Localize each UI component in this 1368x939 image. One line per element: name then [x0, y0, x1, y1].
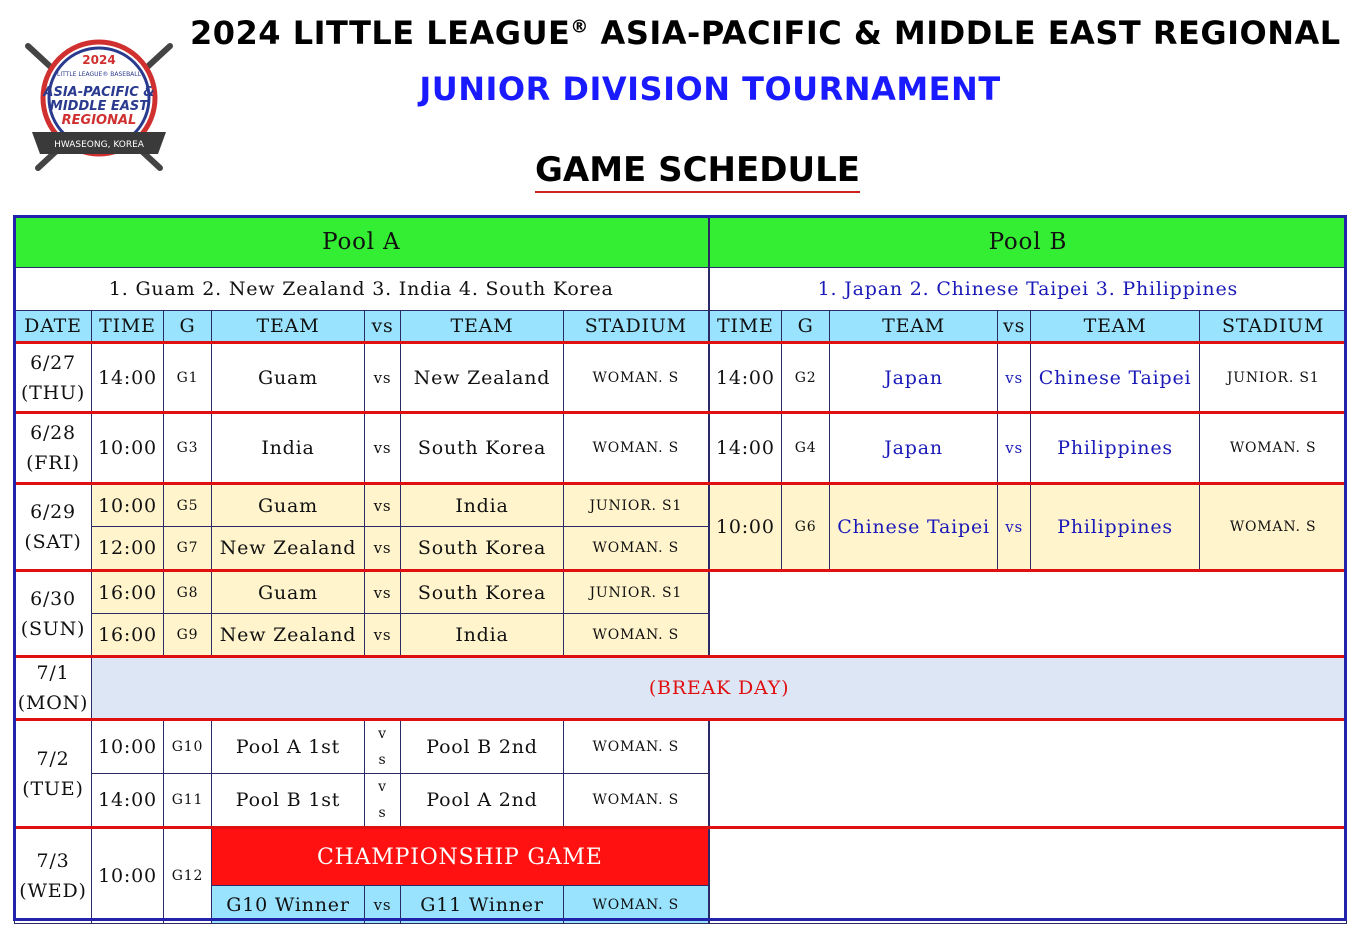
- col-stadium: STADIUM: [1200, 311, 1347, 343]
- stadium-cell: WOMAN. S: [564, 413, 709, 484]
- team-cell: New Zealand: [212, 614, 365, 657]
- schedule-title: GAME SCHEDULE: [535, 150, 860, 190]
- division-title: JUNIOR DIVISION TOURNAMENT: [419, 70, 1001, 108]
- game-id: G1: [164, 343, 212, 413]
- col-team: TEAM: [401, 311, 564, 343]
- time-cell: 10:00: [92, 484, 164, 527]
- game-id: G12: [164, 828, 212, 924]
- logo-line2: MIDDLE EAST: [49, 99, 149, 114]
- table-row: [15, 828, 1347, 886]
- date-cell: 6/27 (THU): [15, 343, 92, 413]
- vs-cell: vs: [998, 343, 1031, 413]
- game-id: G9: [164, 614, 212, 657]
- game-id: G6: [782, 484, 830, 571]
- vs-cell: vs: [998, 413, 1031, 484]
- table-row: [15, 484, 1347, 527]
- col-team: TEAM: [1031, 311, 1200, 343]
- stadium-cell: WOMAN. S: [564, 527, 709, 571]
- page-title: 2024 LITTLE LEAGUE® ASIA-PACIFIC & MIDDLE EAST REGIONAL: [190, 14, 1341, 52]
- stadium-cell: JUNIOR. S1: [564, 484, 709, 527]
- date-cell: 6/29 (SAT): [15, 484, 92, 571]
- team-cell: South Korea: [401, 413, 564, 484]
- logo-location: HWASEONG, KOREA: [54, 140, 144, 150]
- game-id: G11: [164, 774, 212, 828]
- team-cell: South Korea: [401, 571, 564, 614]
- empty-cell: [709, 828, 1347, 924]
- table-row: [15, 413, 1347, 484]
- stadium-cell: WOMAN. S: [564, 720, 709, 774]
- col-g: G: [164, 311, 212, 343]
- col-team: TEAM: [212, 311, 365, 343]
- vs-cell: v s: [365, 774, 401, 828]
- team-cell: Chinese Taipei: [1031, 343, 1200, 413]
- logo-line3: REGIONAL: [61, 113, 137, 128]
- time-cell: 10:00: [92, 828, 164, 924]
- pool-header-row: [15, 217, 1347, 268]
- vs-cell: v s: [365, 720, 401, 774]
- time-cell: 16:00: [92, 614, 164, 657]
- team-cell: Philippines: [1031, 413, 1200, 484]
- col-team: TEAM: [830, 311, 998, 343]
- team-cell: Philippines: [1031, 484, 1200, 571]
- team-cell: India: [401, 484, 564, 527]
- time-cell: 14:00: [92, 343, 164, 413]
- pool-b-header: Pool B: [709, 217, 1347, 268]
- date-cell: 7/3 (WED): [15, 828, 92, 924]
- logo-league: LITTLE LEAGUE® BASEBALL: [57, 71, 141, 78]
- col-g: G: [782, 311, 830, 343]
- table-row: [15, 657, 1347, 720]
- vs-cell: vs: [998, 484, 1031, 571]
- time-cell: 16:00: [92, 571, 164, 614]
- table-row: [15, 720, 1347, 774]
- game-id: G2: [782, 343, 830, 413]
- team-cell: Pool A 2nd: [401, 774, 564, 828]
- stadium-cell: WOMAN. S: [564, 343, 709, 413]
- team-cell: Japan: [830, 343, 998, 413]
- vs-cell: vs: [365, 527, 401, 571]
- vs-cell: vs: [365, 413, 401, 484]
- col-time: TIME: [92, 311, 164, 343]
- empty-cell: [709, 571, 1347, 657]
- registered-mark: ®: [570, 16, 589, 38]
- schedule-table: [14, 216, 1347, 924]
- stadium-cell: WOMAN. S: [564, 614, 709, 657]
- title-underline: [535, 191, 860, 193]
- col-time: TIME: [709, 311, 782, 343]
- col-vs: vs: [365, 311, 401, 343]
- team-cell: Japan: [830, 413, 998, 484]
- team-cell: Pool A 1st: [212, 720, 365, 774]
- team-cell: New Zealand: [401, 343, 564, 413]
- team-cell: India: [212, 413, 365, 484]
- date-cell: 6/30 (SUN): [15, 571, 92, 657]
- team-cell: Pool B 2nd: [401, 720, 564, 774]
- table-row: [15, 343, 1347, 413]
- logo-year: 2024: [82, 53, 116, 67]
- vs-cell: vs: [365, 343, 401, 413]
- team-cell: G10 Winner: [212, 886, 365, 924]
- col-stadium: STADIUM: [564, 311, 709, 343]
- game-id: G10: [164, 720, 212, 774]
- col-vs: vs: [998, 311, 1031, 343]
- team-cell: Guam: [212, 343, 365, 413]
- pool-b-members: 1. Japan 2. Chinese Taipei 3. Philippines: [709, 268, 1347, 311]
- col-date: DATE: [15, 311, 92, 343]
- stadium-cell: JUNIOR. S1: [1200, 343, 1347, 413]
- pool-a-header: Pool A: [15, 217, 709, 268]
- time-cell: 10:00: [92, 413, 164, 484]
- stadium-cell: WOMAN. S: [564, 774, 709, 828]
- game-id: G4: [782, 413, 830, 484]
- pool-members-row: [15, 268, 1347, 311]
- time-cell: 10:00: [709, 484, 782, 571]
- vs-cell: vs: [365, 614, 401, 657]
- logo-line1: ASIA-PACIFIC &: [43, 85, 155, 100]
- stadium-cell: WOMAN. S: [1200, 413, 1347, 484]
- time-cell: 10:00: [92, 720, 164, 774]
- pool-a-members: 1. Guam 2. New Zealand 3. India 4. South Korea: [15, 268, 709, 311]
- tournament-logo: [20, 36, 178, 176]
- team-cell: Guam: [212, 484, 365, 527]
- game-id: G3: [164, 413, 212, 484]
- vs-cell: vs: [365, 484, 401, 527]
- team-cell: G11 Winner: [401, 886, 564, 924]
- team-cell: New Zealand: [212, 527, 365, 571]
- team-cell: Pool B 1st: [212, 774, 365, 828]
- time-cell: 12:00: [92, 527, 164, 571]
- stadium-cell: JUNIOR. S1: [564, 571, 709, 614]
- date-cell: 6/28 (FRI): [15, 413, 92, 484]
- table-row: [15, 571, 1347, 614]
- game-id: G7: [164, 527, 212, 571]
- break-day-cell: (BREAK DAY): [92, 657, 1347, 720]
- date-cell: 7/1 (MON): [15, 657, 92, 720]
- team-cell: Guam: [212, 571, 365, 614]
- empty-cell: [709, 720, 1347, 828]
- team-cell: Chinese Taipei: [830, 484, 998, 571]
- vs-cell: vs: [365, 886, 401, 924]
- stadium-cell: WOMAN. S: [1200, 484, 1347, 571]
- game-id: G8: [164, 571, 212, 614]
- stadium-cell: WOMAN. S: [564, 886, 709, 924]
- championship-label: CHAMPIONSHIP GAME: [212, 828, 709, 886]
- team-cell: India: [401, 614, 564, 657]
- column-header-row: [15, 311, 1347, 343]
- time-cell: 14:00: [709, 343, 782, 413]
- team-cell: South Korea: [401, 527, 564, 571]
- date-cell: 7/2 (TUE): [15, 720, 92, 828]
- time-cell: 14:00: [92, 774, 164, 828]
- vs-cell: vs: [365, 571, 401, 614]
- time-cell: 14:00: [709, 413, 782, 484]
- game-id: G5: [164, 484, 212, 527]
